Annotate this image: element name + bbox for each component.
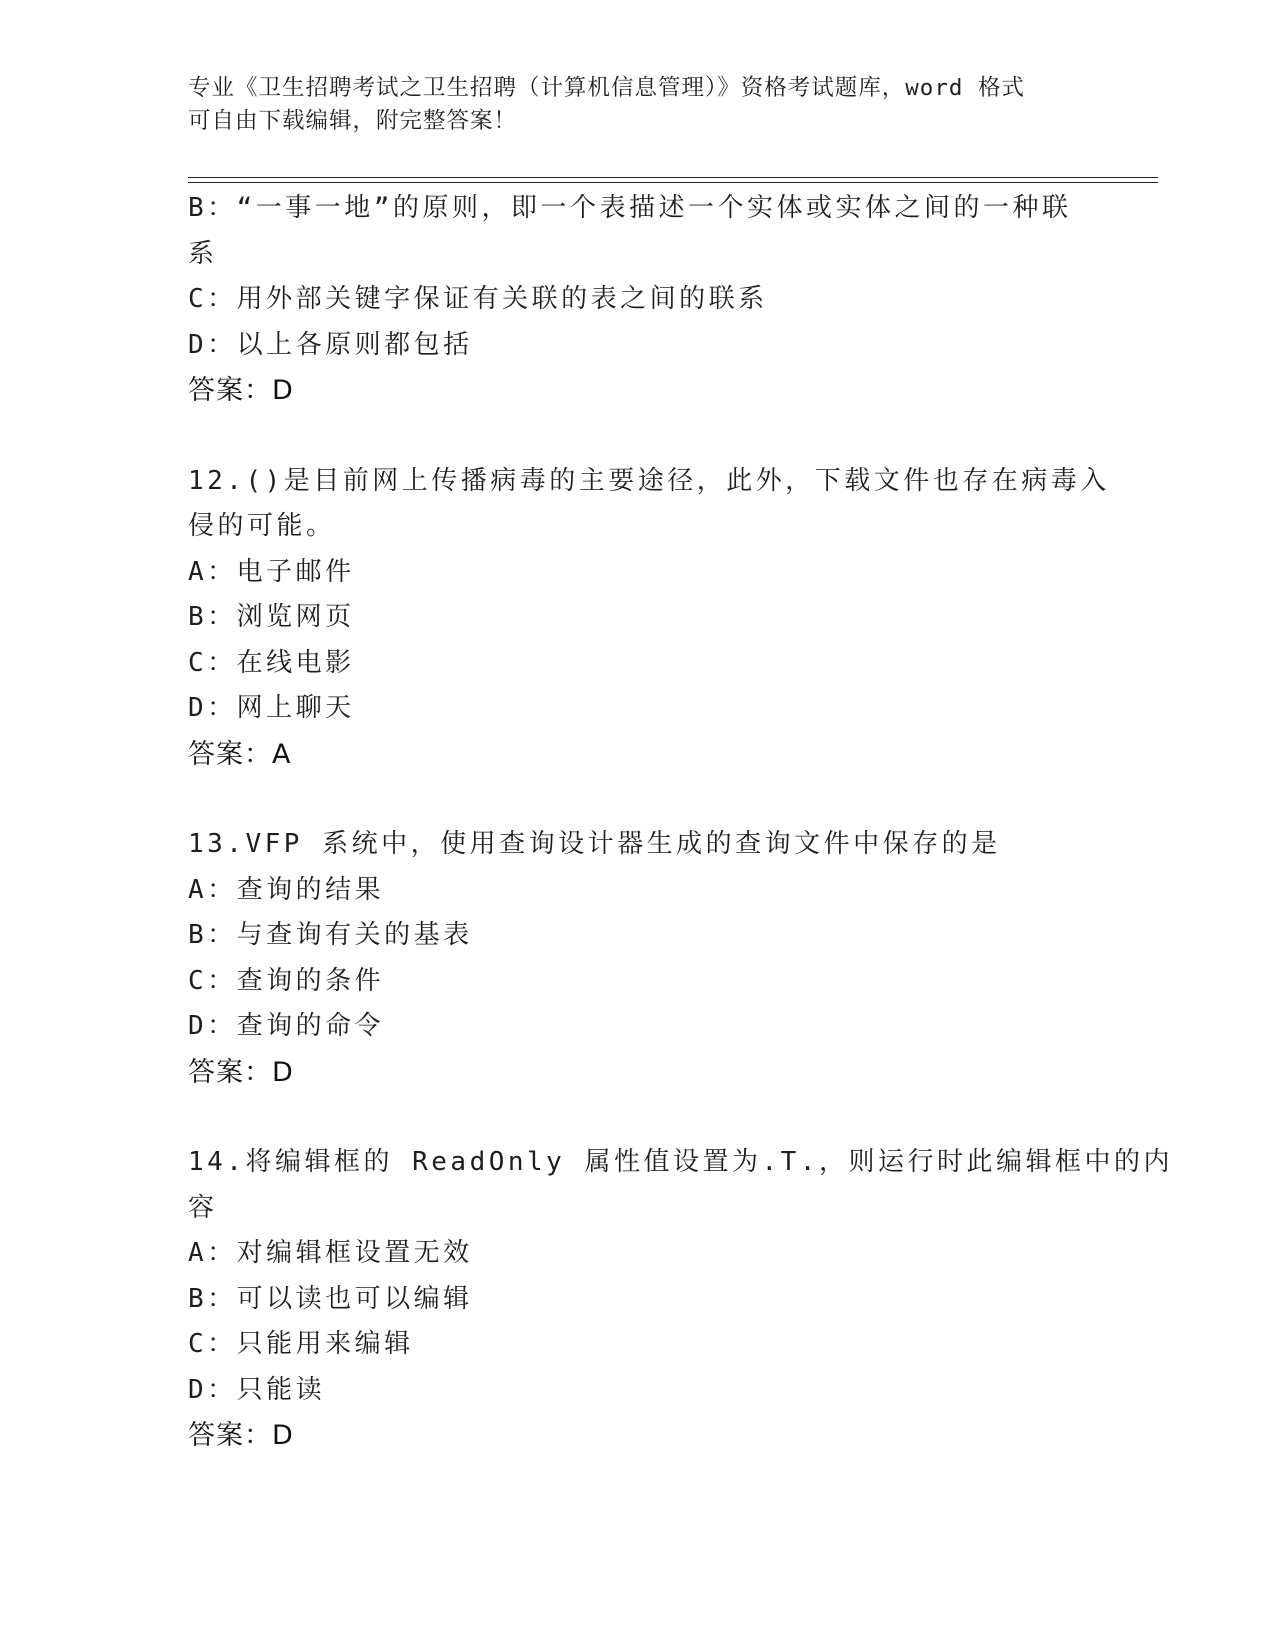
question-spacer bbox=[188, 777, 1088, 822]
question-stem-continued: 容 bbox=[188, 1192, 218, 1223]
question-spacer bbox=[188, 414, 1088, 459]
question-list bbox=[188, 186, 1173, 1459]
option-c: C：只能用来编辑 bbox=[188, 1329, 414, 1359]
option-c: C：查询的条件 bbox=[188, 965, 385, 996]
option-b: B：可以读也可以编辑 bbox=[188, 1283, 473, 1314]
question-13 bbox=[188, 822, 1088, 1095]
answer: 答案：D bbox=[188, 1420, 294, 1451]
option-d: D：网上聊天 bbox=[188, 693, 355, 723]
option-d: D：只能读 bbox=[188, 1374, 326, 1405]
option-b: B：浏览网页 bbox=[188, 602, 355, 632]
answer: 答案：D bbox=[188, 375, 294, 406]
option-a: A：对编辑框设置无效 bbox=[188, 1238, 473, 1268]
answer: 答案：A bbox=[188, 738, 292, 770]
option-c: C：在线电影 bbox=[188, 647, 355, 678]
question-stem: 13.VFP 系统中，使用查询设计器生成的查询文件中保存的是 bbox=[188, 829, 1001, 859]
header-line-1: 专业《卫生招聘考试之卫生招聘（计算机信息管理）》资格考试题库，word 格式 bbox=[188, 75, 1025, 101]
option-a: A：电子邮件 bbox=[188, 556, 355, 587]
question-continued bbox=[188, 186, 1088, 414]
option-c: C：用外部关键字保证有关联的表之间的联系 bbox=[188, 284, 768, 314]
header-divider-top bbox=[188, 177, 1158, 178]
question-14 bbox=[188, 1140, 1173, 1459]
header-divider-bottom bbox=[188, 182, 1158, 183]
option-d: D：以上各原则都包括 bbox=[188, 329, 473, 360]
option-b: B：与查询有关的基表 bbox=[188, 920, 473, 950]
question-12 bbox=[188, 459, 1110, 778]
option-d: D：查询的命令 bbox=[188, 1011, 385, 1041]
document-header bbox=[188, 72, 1088, 138]
question-stem: 14.将编辑框的 ReadOnly 属性值设置为.T.，则运行时此编辑框中的内 bbox=[188, 1147, 1173, 1177]
answer: 答案：D bbox=[188, 1056, 294, 1088]
option-b-continued: 系 bbox=[188, 238, 218, 269]
question-stem-continued: 侵的可能。 bbox=[188, 511, 336, 541]
header-line-2: 可自由下载编辑，附完整答案！ bbox=[188, 108, 518, 134]
option-a: A：查询的结果 bbox=[188, 874, 385, 905]
question-spacer bbox=[188, 1095, 1088, 1140]
question-stem: 12.()是目前网上传播病毒的主要途径，此外，下载文件也存在病毒入 bbox=[188, 465, 1110, 496]
option-b: B：“一事一地”的原则，即一个表描述一个实体或实体之间的一种联 bbox=[188, 193, 1072, 223]
